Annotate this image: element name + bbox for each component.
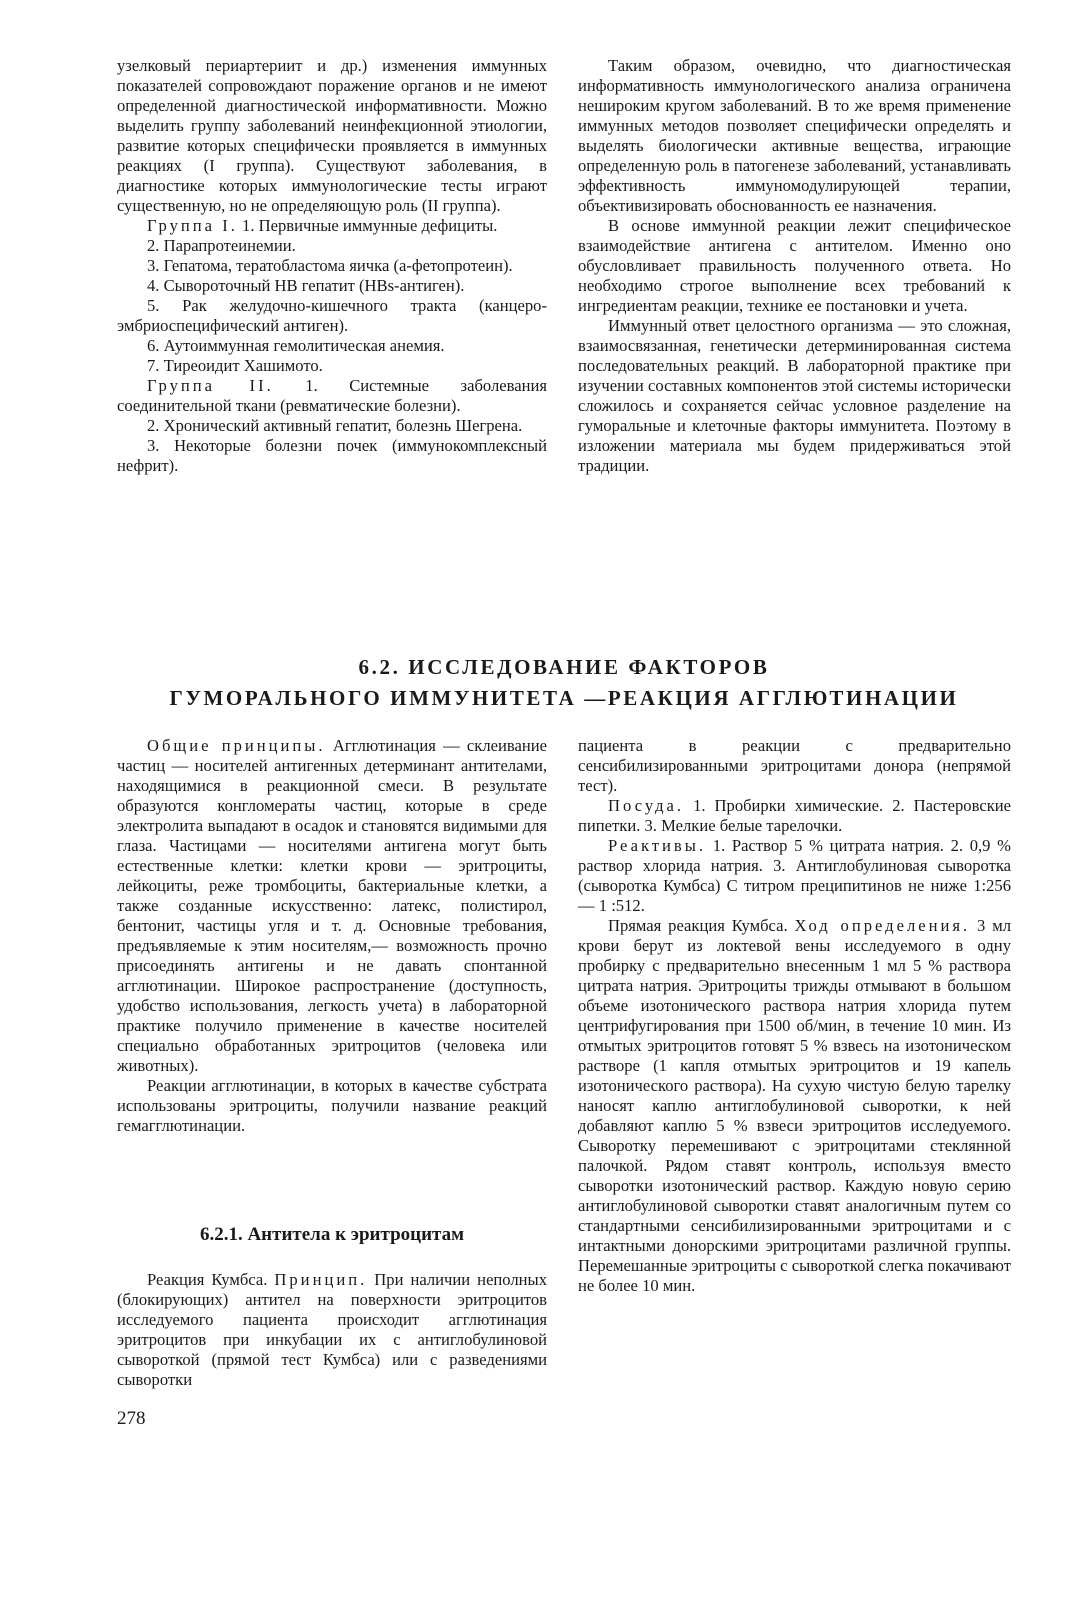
- group1-item: 3. Гепатома, тератобластома яичка (а-фетопротеин).: [147, 256, 513, 275]
- paragraph: В основе иммунной реакции лежит специфическое взаимодействие антигена с антителом. Именно оно обусловливает правильность полученного ответа. Но необходимо строгое выполнение всех требований к ингредиентам реакции, технике ее постановки и учета.: [578, 216, 1011, 315]
- section-title-line-2: ГУМОРАЛЬНОГО ИММУНИТЕТА —РЕАКЦИЯ АГГЛЮТИНАЦИИ: [169, 686, 959, 710]
- group2-first-item: 1. Системные заболевания соединительной ткани (ревматические болезни).: [117, 376, 547, 415]
- intro-paragraph: узелковый периартериит и др.) изменения иммунных показателей сопровождают поражение органов и не имеют определенной диагностической информативности. Можно выделить группу заболеваний неинфекционной этиологии, развитие которых специфически проявляется в иммунных реакциях (I группа). Существуют заболевания, в диагностике которых иммунологические тесты играют существенную, но не определяющую роль (II группа).: [117, 56, 547, 215]
- group1-item: 6. Аутоиммунная гемолитическая анемия.: [147, 336, 445, 355]
- direct-prefix: Прямая реакция Кумбса.: [608, 916, 795, 935]
- group1-item: 4. Сывороточный НВ гепатит (HBs-антиген).: [147, 276, 465, 295]
- group1-heading-paragraph: [117, 216, 547, 236]
- paragraph: Иммунный ответ целостного организма — это сложная, взаимосвязанная, генетически детерминированная система последовательных реакций. В лабораторной практике при изучении составных компонентов этой системы исторически сложилось и сохраняется сейчас условное разделение на гуморальные и клеточные факторы иммунитета. Поэтому в изложении материала мы будем придерживаться этой традиции.: [578, 316, 1011, 475]
- coombs-column: [117, 1270, 547, 1390]
- subsection-title: 6.2.1. Антитела к эритроцитам: [199, 1224, 465, 1245]
- ware-text: 1. Пробирки химические. 2. Пастеровские пипетки. 3. Мелкие белые тарелочки.: [578, 796, 1011, 835]
- page-number: 278: [117, 1408, 146, 1429]
- top-left-column: [117, 56, 547, 476]
- reagents-label: Реактивы.: [608, 836, 707, 855]
- coombs-label: Принцип.: [274, 1270, 368, 1289]
- reagents-paragraph: [578, 836, 1011, 916]
- paragraph: Таким образом, очевидно, что диагностическая информативность иммунологического анализа ограничена нешироким кругом заболеваний. В то же время применение иммунных методов позволяет специфически определять и выделять биологически активные вещества, играющие определенную роль в патогенезе заболеваний, устанавливать эффективность иммуномодулирующей терапии, объективизировать обоснованность ее назначения.: [578, 56, 1011, 215]
- continuation-paragraph: пациента в реакции с предварительно сенсибилизированными эритроцитами донора (непрямой тест).: [578, 736, 1011, 795]
- section-title: [117, 652, 1011, 714]
- group2-item: 2. Хронический активный гепатит, болезнь Шегрена.: [147, 416, 523, 435]
- direct-text: 3 мл крови берут из локтевой вены исследуемого в одну пробирку с предварительно внесенным 1 мл 5 % раствора цитрата натрия. Эритроциты трижды отмывают в большом объеме изотонического раствора натрия хлорида путем центрифугирования при 1500 об/мин, в течение 10 мин. Из отмытых эритроцитов готовят 5 % взвесь на изотоническом растворе (1 капля отмытых эритроцитов и 19 капель изотонического раствора). На сухую чистую белую тарелку наносят каплю антиглобулиновой сыворотки, к ней добавляют каплю 5 % взвеси эритроцитов исследуемого. Сыворотку перемешивают с эритроцитами стеклянной палочкой. Рядом ставят контроль, используя вместо сыворотки изотонический раствор. Каждую новую серию антиглобулиновой сыворотки ставят аналогичным путем со стандартными сенсибилизированными эритроцитами и с интактными донорскими эритроцитами различной группы. Перемешанные эритроциты с сывороткой слегка покачивают не более 10 мин.: [578, 916, 1011, 1295]
- bottom-right-column: [578, 736, 1011, 1296]
- group2-label: Группа II.: [147, 376, 274, 395]
- group1-item: 5. Рак желудочно-кишечного тракта (канцеро-эмбриоспецифический антиген).: [117, 296, 547, 335]
- bottom-left-column: [117, 736, 547, 1136]
- principles-paragraph: [117, 736, 547, 1076]
- direct-label: Ход определения.: [794, 916, 971, 935]
- principles-label: Общие принципы.: [147, 736, 326, 755]
- group1-first-item: 1. Первичные иммунные дефициты.: [237, 216, 498, 235]
- principles-text: Агглютинация — склеивание частиц — носителей антигенных детерминант антителами, находящимися в реакционной смеси. В результате образуются конгломераты частиц, которые в среде электролита выпадают в осадок и становятся видимыми для глаза. Частицами — носителями антигена могут быть естественные клетки: клетки крови — эритроциты, лейкоциты, реже тромбоциты, бактериальные клетки, а также созданные искусственно: латекс, полистирол, бентонит, частицы угля и т. д. Основные требования, предъявляемые к этим носителям,— возможность прочно присоединять антигены и не давать спонтанной агглютинации. Широкое распространение (доступность, удобство использования, легкость учета) в лабораторной практике получило применение в качестве носителей специально обработанных эритроцитов (человека или животных).: [117, 736, 547, 1075]
- top-right-column: [578, 56, 1011, 476]
- group2-item: 3. Некоторые болезни почек (иммунокомплексный нефрит).: [117, 436, 547, 475]
- direct-coombs-paragraph: [578, 916, 1011, 1296]
- coombs-prefix: Реакция Кумбса.: [147, 1270, 275, 1289]
- hemagglutination-paragraph: Реакции агглютинации, в которых в качестве субстрата использованы эритроциты, получили название реакций гемагглютинации.: [117, 1076, 547, 1135]
- group1-item: 7. Тиреоидит Хашимото.: [147, 356, 323, 375]
- ware-label: Посуда.: [608, 796, 685, 815]
- group1-item: 2. Парапротеинемии.: [147, 236, 296, 255]
- reagents-text: 1. Раствор 5 % цитрата натрия. 2. 0,9 % раствор хлорида натрия. 3. Антиглобулиновая сыворотка (сыворотка Кумбса) С титром преципитинов не ниже 1:256— 1 :512.: [578, 836, 1011, 915]
- ware-paragraph: [578, 796, 1011, 836]
- section-title-line-1: 6.2. ИССЛЕДОВАНИЕ ФАКТОРОВ: [358, 655, 770, 679]
- coombs-text: При наличии неполных (блокирующих) антител на поверхности эритроцитов исследуемого пациента происходит агглютинация эритроцитов при инкубации их с антиглобулиновой сывороткой (прямой тест Кумбса) или с разведениями сыворотки: [117, 1270, 547, 1389]
- coombs-paragraph: [117, 1270, 547, 1390]
- group1-label: Группа I.: [147, 216, 238, 235]
- group2-heading-paragraph: [117, 376, 547, 416]
